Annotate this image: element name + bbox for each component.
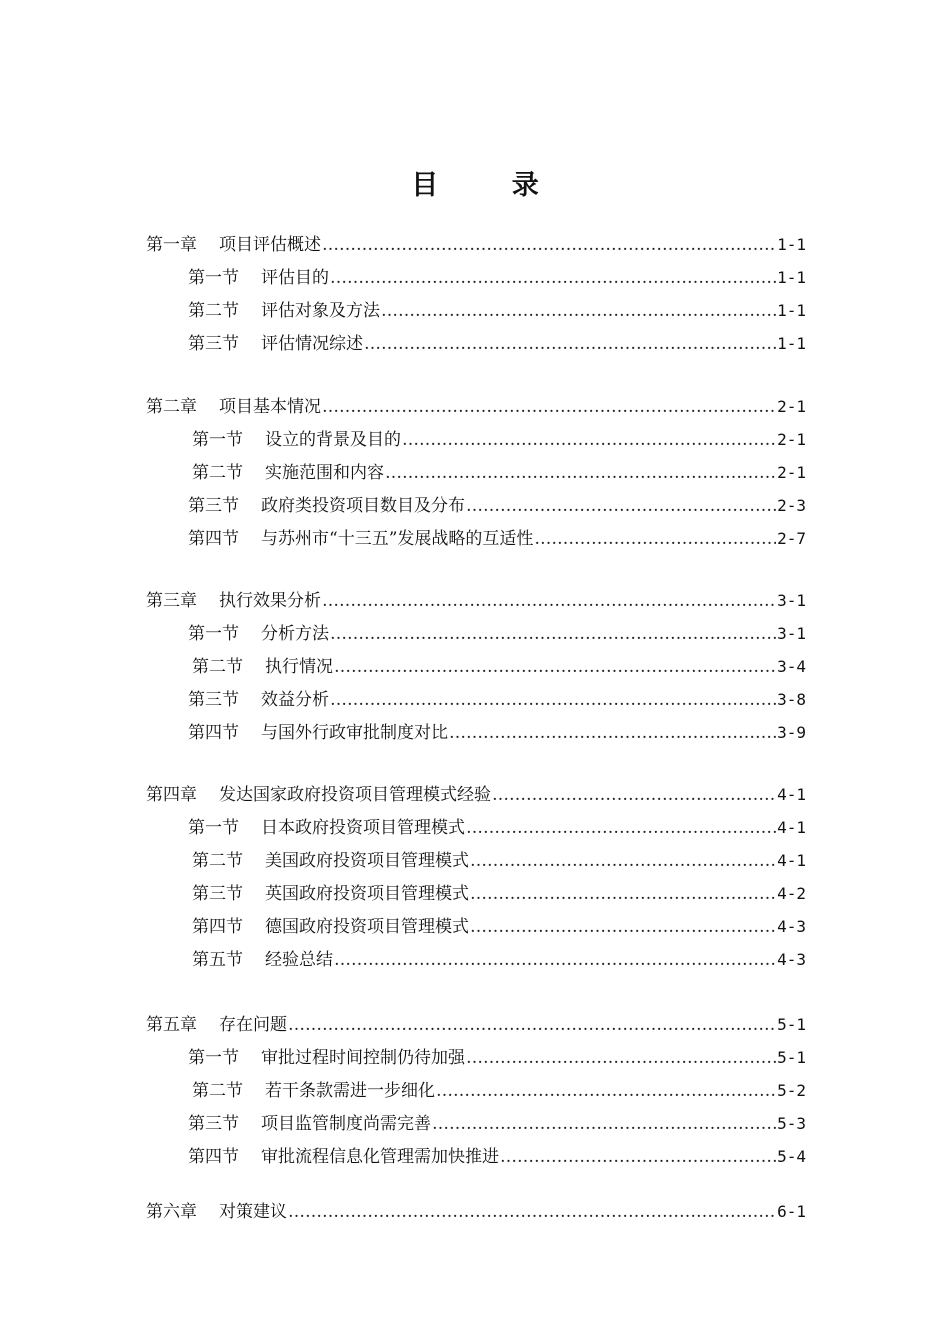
toc-entry-label[interactable]: 日本政府投资项目管理模式 bbox=[261, 818, 465, 838]
toc-page-number[interactable]: 2-3 bbox=[777, 496, 806, 515]
toc-page-number[interactable]: 4-2 bbox=[777, 884, 806, 903]
toc-entry-label[interactable]: 美国政府投资项目管理模式 bbox=[265, 851, 469, 871]
toc-entry-number: 第三节 bbox=[188, 690, 239, 710]
toc-entry-number: 第二节 bbox=[192, 657, 243, 677]
toc-entry-number: 第四节 bbox=[192, 917, 243, 937]
toc-section-row[interactable] bbox=[0, 460, 950, 486]
toc-entry bbox=[188, 815, 806, 841]
toc-entry bbox=[146, 232, 806, 258]
toc-entry-number: 第二节 bbox=[192, 851, 243, 871]
toc-page-number[interactable]: 4-1 bbox=[777, 818, 806, 837]
toc-page-number[interactable]: 1-1 bbox=[777, 268, 806, 287]
toc-entry bbox=[188, 298, 806, 324]
toc-entry-label[interactable]: 与国外行政审批制度对比 bbox=[261, 723, 448, 743]
toc-section-row[interactable] bbox=[0, 720, 950, 746]
toc-entry-number: 第三章 bbox=[146, 591, 197, 611]
toc-section-row[interactable] bbox=[0, 881, 950, 907]
toc-chapter-row[interactable] bbox=[0, 232, 950, 258]
toc-entry-label[interactable]: 分析方法 bbox=[261, 624, 329, 644]
dot-leader bbox=[470, 881, 776, 907]
dot-leader bbox=[381, 298, 776, 324]
toc-section-row[interactable] bbox=[0, 914, 950, 940]
toc-entry bbox=[192, 427, 806, 453]
toc-entry bbox=[188, 1111, 806, 1137]
dot-leader bbox=[288, 1199, 776, 1225]
dot-leader bbox=[330, 687, 776, 713]
toc-page-number[interactable]: 1-1 bbox=[777, 334, 806, 353]
toc-entry bbox=[192, 654, 806, 680]
toc-section-row[interactable] bbox=[0, 1111, 950, 1137]
toc-entry bbox=[146, 588, 806, 614]
toc-chapter-row[interactable] bbox=[0, 588, 950, 614]
toc-entry-number: 第一章 bbox=[146, 235, 197, 255]
dot-leader bbox=[466, 493, 776, 519]
dot-leader bbox=[470, 848, 776, 874]
dot-leader bbox=[436, 1078, 776, 1104]
toc-entry-label[interactable]: 德国政府投资项目管理模式 bbox=[265, 917, 469, 937]
toc-entry-label[interactable]: 评估对象及方法 bbox=[261, 301, 380, 321]
toc-entry bbox=[188, 526, 806, 552]
toc-entry-number: 第三节 bbox=[188, 1114, 239, 1134]
toc-entry-number: 第四节 bbox=[188, 1147, 239, 1167]
toc-entry bbox=[188, 720, 806, 746]
toc-entry-number: 第一节 bbox=[188, 1048, 239, 1068]
toc-section-row[interactable] bbox=[0, 947, 950, 973]
toc-entry-label[interactable]: 存在问题 bbox=[219, 1015, 287, 1035]
toc-entry bbox=[192, 947, 806, 973]
toc-entry bbox=[188, 1144, 806, 1170]
toc-chapter-row[interactable] bbox=[0, 782, 950, 808]
toc-section-row[interactable] bbox=[0, 815, 950, 841]
toc-entry bbox=[188, 493, 806, 519]
toc-entry-label[interactable]: 经验总结 bbox=[265, 950, 333, 970]
toc-entry-label[interactable]: 政府类投资项目数目及分布 bbox=[261, 496, 465, 516]
toc-entry-label[interactable]: 执行效果分析 bbox=[219, 591, 321, 611]
dot-leader bbox=[334, 654, 776, 680]
dot-leader bbox=[322, 394, 776, 420]
toc-page-number[interactable]: 4-3 bbox=[777, 950, 806, 969]
toc-chapter-row[interactable] bbox=[0, 1199, 950, 1225]
toc-entry bbox=[146, 1199, 806, 1225]
toc-page-number[interactable]: 4-1 bbox=[777, 851, 806, 870]
toc-entry bbox=[188, 621, 806, 647]
toc-page-number[interactable]: 4-1 bbox=[777, 785, 806, 804]
toc-page-number[interactable]: 5-1 bbox=[777, 1048, 806, 1067]
dot-leader bbox=[492, 782, 776, 808]
toc-entry-label[interactable]: 若干条款需进一步细化 bbox=[265, 1081, 435, 1101]
toc-title: 目 录 bbox=[411, 170, 571, 201]
toc-entry bbox=[192, 460, 806, 486]
toc-entry-number: 第一节 bbox=[188, 624, 239, 644]
toc-page-number[interactable]: 2-1 bbox=[777, 397, 806, 416]
toc-page-number[interactable]: 5-3 bbox=[777, 1114, 806, 1133]
toc-entry bbox=[192, 881, 806, 907]
toc-chapter-row[interactable] bbox=[0, 394, 950, 420]
toc-entry-label[interactable]: 英国政府投资项目管理模式 bbox=[265, 884, 469, 904]
toc-entry-label[interactable]: 项目评估概述 bbox=[219, 235, 321, 255]
toc-entry bbox=[192, 914, 806, 940]
toc-section-row[interactable] bbox=[0, 654, 950, 680]
toc-entry-number: 第三节 bbox=[188, 496, 239, 516]
toc-section-row[interactable] bbox=[0, 427, 950, 453]
toc-entry-label[interactable]: 项目监管制度尚需完善 bbox=[261, 1114, 431, 1134]
toc-page-number[interactable]: 3-8 bbox=[777, 690, 806, 709]
toc-entry bbox=[192, 848, 806, 874]
dot-leader bbox=[500, 1144, 776, 1170]
toc-section-row[interactable] bbox=[0, 265, 950, 291]
toc-entry bbox=[188, 331, 806, 357]
toc-entry-number: 第二节 bbox=[192, 463, 243, 483]
toc-entry-number: 第二节 bbox=[192, 1081, 243, 1101]
toc-section-row[interactable] bbox=[0, 687, 950, 713]
dot-leader bbox=[466, 1045, 776, 1071]
toc-page-number[interactable]: 1-1 bbox=[777, 301, 806, 320]
toc-page-number[interactable]: 2-1 bbox=[777, 463, 806, 482]
toc-entry-label[interactable]: 评估情况综述 bbox=[261, 334, 363, 354]
toc-entry bbox=[188, 265, 806, 291]
toc-entry-number: 第四节 bbox=[188, 529, 239, 549]
toc-entry-label[interactable]: 审批过程时间控制仍待加强 bbox=[261, 1048, 465, 1068]
toc-section-row[interactable] bbox=[0, 526, 950, 552]
dot-leader bbox=[288, 1012, 776, 1038]
toc-entry-label[interactable]: 与苏州市“十三五”发展战略的互适性 bbox=[261, 529, 534, 549]
toc-page-number[interactable]: 3-1 bbox=[777, 591, 806, 610]
toc-section-row[interactable] bbox=[0, 493, 950, 519]
dot-leader bbox=[466, 815, 776, 841]
toc-entry-number: 第四节 bbox=[188, 723, 239, 743]
toc-section-row[interactable] bbox=[0, 331, 950, 357]
toc-section-row[interactable] bbox=[0, 1045, 950, 1071]
dot-leader bbox=[470, 914, 776, 940]
toc-page-number[interactable]: 5-4 bbox=[777, 1147, 806, 1166]
toc-entry-label[interactable]: 实施范围和内容 bbox=[265, 463, 384, 483]
dot-leader bbox=[330, 621, 776, 647]
dot-leader bbox=[402, 427, 776, 453]
toc-entry-label[interactable]: 发达国家政府投资项目管理模式经验 bbox=[219, 785, 491, 805]
toc-page-number[interactable]: 3-9 bbox=[777, 723, 806, 742]
toc-entry-label[interactable]: 项目基本情况 bbox=[219, 397, 321, 417]
toc-page-number[interactable]: 2-1 bbox=[777, 430, 806, 449]
toc-entry-label[interactable]: 审批流程信息化管理需加快推进 bbox=[261, 1147, 499, 1167]
toc-page-number[interactable]: 2-7 bbox=[777, 529, 806, 548]
dot-leader bbox=[322, 588, 776, 614]
toc-entry-number: 第六章 bbox=[146, 1202, 197, 1222]
toc-entry bbox=[146, 1012, 806, 1038]
toc-section-row[interactable] bbox=[0, 1078, 950, 1104]
toc-entry-number: 第三节 bbox=[188, 334, 239, 354]
dot-leader bbox=[330, 265, 776, 291]
toc-entry-number: 第三节 bbox=[192, 884, 243, 904]
toc-page-number[interactable]: 4-3 bbox=[777, 917, 806, 936]
toc-entry bbox=[192, 1078, 806, 1104]
toc-entry-number: 第一节 bbox=[192, 430, 243, 450]
toc-entry-number: 第二节 bbox=[188, 301, 239, 321]
toc-entry-number: 第四章 bbox=[146, 785, 197, 805]
toc-section-row[interactable] bbox=[0, 1144, 950, 1170]
dot-leader bbox=[432, 1111, 776, 1137]
toc-entry-number: 第二章 bbox=[146, 397, 197, 417]
toc-entry bbox=[188, 1045, 806, 1071]
toc-entry-label[interactable]: 对策建议 bbox=[219, 1202, 287, 1222]
toc-entry-label[interactable]: 效益分析 bbox=[261, 690, 329, 710]
dot-leader bbox=[385, 460, 776, 486]
dot-leader bbox=[449, 720, 776, 746]
toc-entry-label[interactable]: 评估目的 bbox=[261, 268, 329, 288]
toc-page-number[interactable]: 3-1 bbox=[777, 624, 806, 643]
toc-entry-label[interactable]: 设立的背景及目的 bbox=[265, 430, 401, 450]
toc-entry bbox=[188, 687, 806, 713]
toc-page-number[interactable]: 3-4 bbox=[777, 657, 806, 676]
toc-entry-number: 第五节 bbox=[192, 950, 243, 970]
toc-page-number[interactable]: 6-1 bbox=[777, 1202, 806, 1221]
toc-section-row[interactable] bbox=[0, 298, 950, 324]
dot-leader bbox=[364, 331, 776, 357]
toc-page-number[interactable]: 5-1 bbox=[777, 1015, 806, 1034]
toc-entry bbox=[146, 394, 806, 420]
toc-section-row[interactable] bbox=[0, 621, 950, 647]
toc-entry-number: 第五章 bbox=[146, 1015, 197, 1035]
toc-entry-label[interactable]: 执行情况 bbox=[265, 657, 333, 677]
dot-leader bbox=[334, 947, 776, 973]
toc-page-number[interactable]: 1-1 bbox=[777, 235, 806, 254]
toc-section-row[interactable] bbox=[0, 848, 950, 874]
toc-entry-number: 第一节 bbox=[188, 268, 239, 288]
toc-chapter-row[interactable] bbox=[0, 1012, 950, 1038]
toc-entry bbox=[146, 782, 806, 808]
toc-page-number[interactable]: 5-2 bbox=[777, 1081, 806, 1100]
toc-entry-number: 第一节 bbox=[188, 818, 239, 838]
dot-leader bbox=[534, 526, 776, 552]
dot-leader bbox=[322, 232, 776, 258]
